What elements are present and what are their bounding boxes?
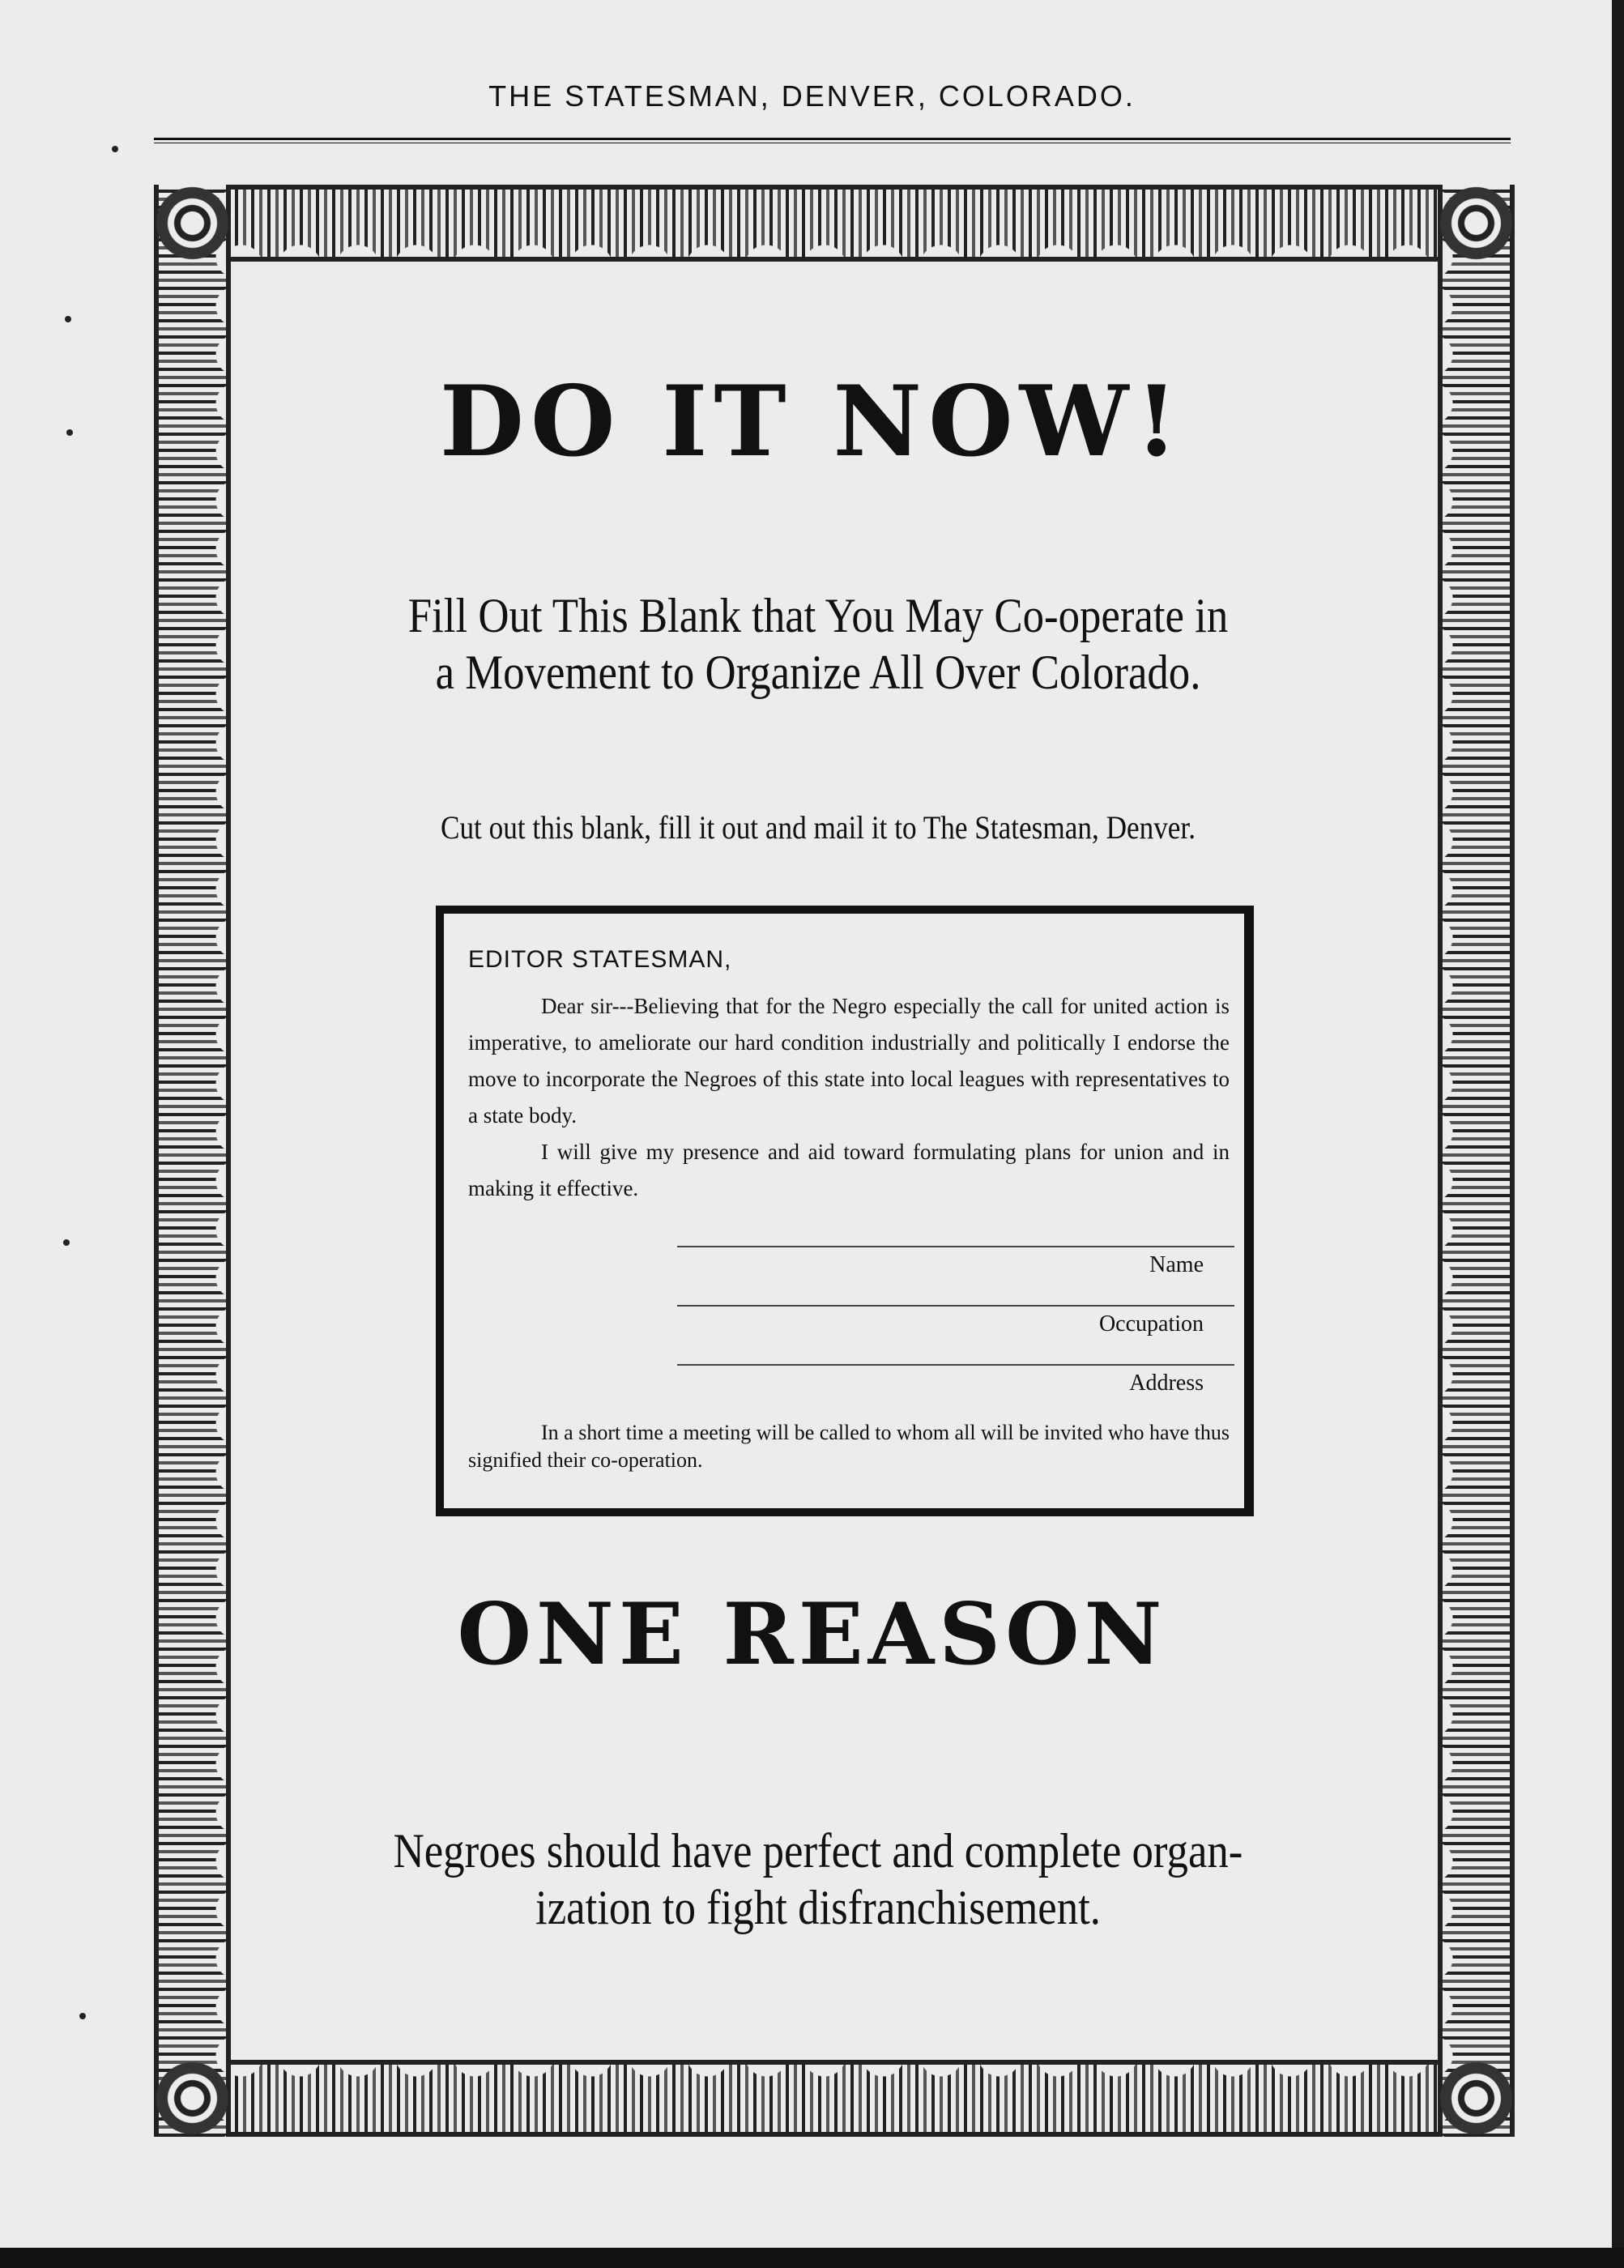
margin-mark: [79, 2013, 86, 2019]
closing-line-2: ization to fight disfranchisement.: [535, 1881, 1101, 1934]
masthead-rule: [154, 138, 1511, 143]
margin-mark: [65, 316, 71, 322]
form-salutation: EDITOR STATESMAN,: [468, 946, 732, 973]
border-bottom-ornament: [154, 2060, 1515, 2137]
subhead-line-1: Fill Out This Blank that You May Co-operate in: [407, 589, 1229, 642]
closing-statement: [340, 1823, 1295, 1936]
address-label: Address: [1129, 1371, 1204, 1396]
name-field[interactable]: [677, 1246, 1234, 1247]
closing-line-1: Negroes should have perfect and complete organ-: [393, 1824, 1243, 1878]
coupon-form[interactable]: [436, 906, 1254, 1516]
scan-edge: [0, 2248, 1624, 2268]
second-headline: ONE REASON: [457, 1584, 1167, 1684]
corner-ornament-icon: [1438, 2060, 1515, 2137]
form-paragraph-1: Dear sir---Believing that for the Negro especially the call for united action is imperative, to ameliorate our hard condition industrially and politically I endorse the move to incorporate the Negroes of this state into local leagues with representatives to a state body.: [468, 994, 1230, 1128]
coupon-body: [468, 946, 1230, 1207]
address-field[interactable]: [677, 1364, 1234, 1366]
margin-mark: [63, 1239, 70, 1246]
border-top-ornament: [154, 185, 1515, 262]
margin-mark: [112, 146, 118, 152]
subhead: [340, 587, 1295, 701]
corner-ornament-icon: [1438, 185, 1515, 262]
subhead-line-2: a Movement to Organize All Over Colorado.: [435, 646, 1201, 699]
name-label: Name: [1149, 1252, 1204, 1277]
masthead: THE STATESMAN, DENVER, COLORADO.: [488, 79, 1136, 113]
headline: DO IT NOW!: [439, 364, 1185, 479]
corner-ornament-icon: [154, 185, 231, 262]
scan-edge: [1612, 0, 1624, 2268]
form-footer: In a short time a meeting will be called to whom all will be invited who have thus signified their co-operation.: [468, 1421, 1230, 1472]
occupation-label: Occupation: [1098, 1311, 1204, 1336]
occupation-field[interactable]: [677, 1305, 1234, 1307]
mail-instruction: Cut out this blank, fill it out and mail it to The Statesman, Denver.: [440, 809, 1196, 846]
margin-mark: [66, 429, 73, 436]
corner-ornament-icon: [154, 2060, 231, 2137]
form-paragraph-2: I will give my presence and aid toward formulating plans for union and in making it effective.: [468, 1140, 1230, 1200]
